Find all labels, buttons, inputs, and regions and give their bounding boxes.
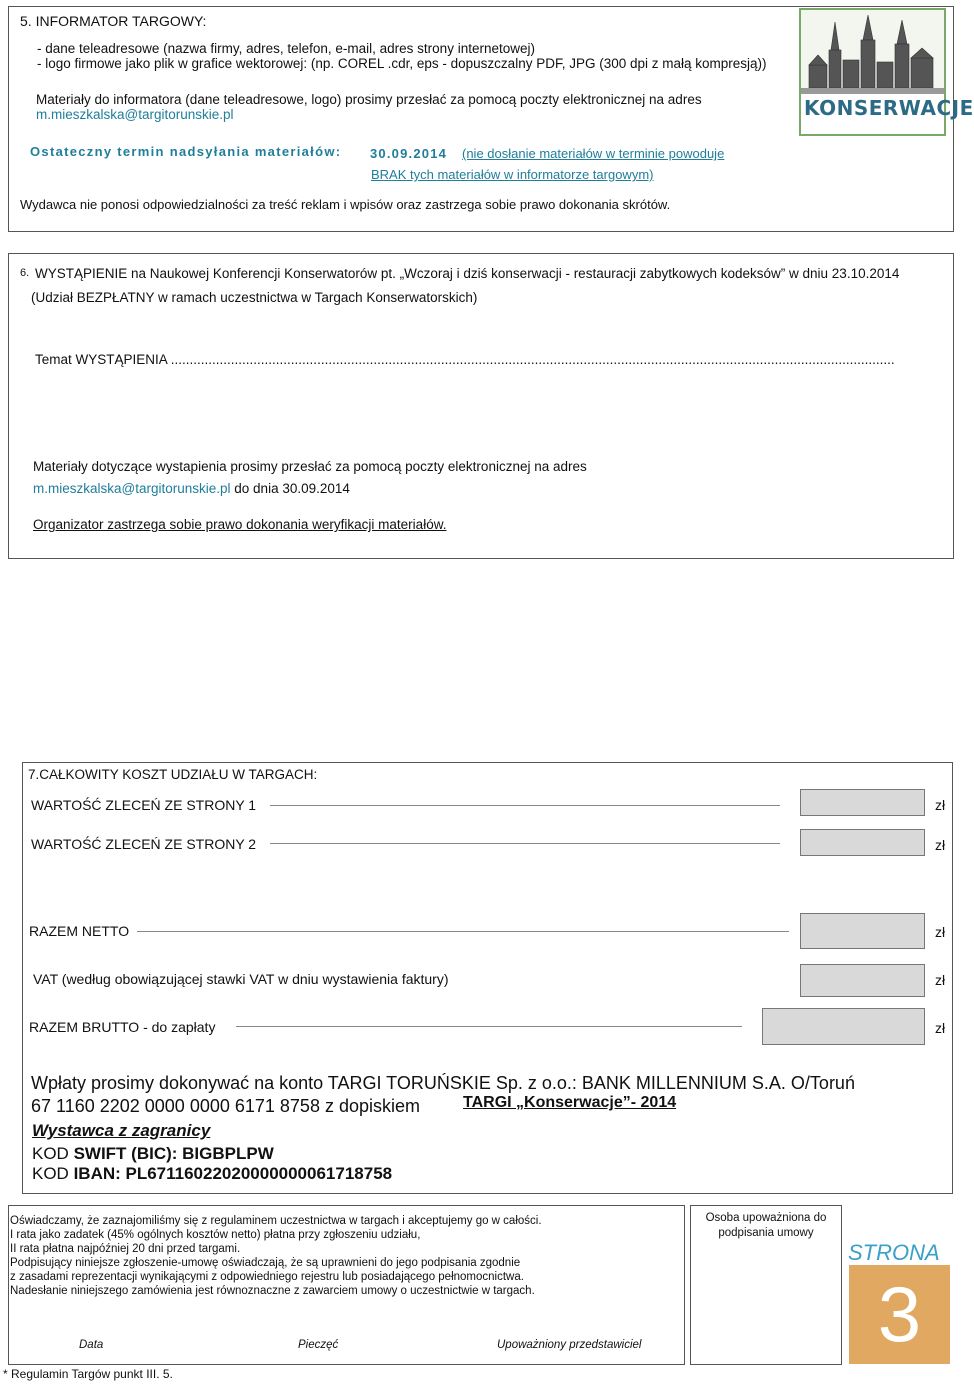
net-total-line [137, 931, 789, 932]
vat-currency: zł [935, 972, 946, 988]
net-total-label: RAZEM NETTO [29, 923, 130, 939]
declaration-line-5: z zasadami reprezentacji wynikającymi z odpowiedniego rejestru lub posiadającego pełnomocnictwa. [10, 1271, 524, 1283]
declaration-line-6: Nadesłanie niniejszego zamówienia jest równoznaczne z zawarciem umowy o uczestnictwie w targach. [10, 1285, 535, 1297]
gross-total-label: RAZEM BRUTTO - do zapłaty [29, 1019, 216, 1035]
payment-account-line-2: 67 1160 2202 0000 0000 6171 8758 z dopiskiem [31, 1096, 420, 1116]
section-6-title: WYSTĄPIENIE na Naukowej Konferencji Konserwatorów pt. „Wczoraj i dziś konserwacji - restauracji zabytkowych kodeksów” w dniu 23.10.2014 [35, 266, 900, 281]
swift-prefix: KOD [32, 1144, 74, 1163]
section-7-title: 7.CAŁKOWITY KOSZT UDZIAŁU W TARGACH: [28, 767, 318, 782]
gross-total-currency: zł [935, 1020, 946, 1036]
section-6-free-note: (Udział BEZPŁATNY w ramach uczestnictwa w Targach Konserwatorskich) [31, 290, 478, 305]
vat-label: VAT (według obowiązującej stawki VAT w dniu wystawienia faktury) [33, 971, 449, 987]
page-label: STRONA [848, 1240, 940, 1265]
order-page-2-line [270, 843, 780, 844]
section-6-email-link[interactable]: m.mieszkalska@targitorunskie.pl [33, 481, 231, 496]
declaration-text [10, 1214, 542, 1298]
deadline-note-1: (nie dosłanie materiałów w terminie powoduje [462, 146, 725, 161]
section-5-title: 5. INFORMATOR TARGOWY: [20, 13, 207, 29]
presentation-topic-field[interactable]: Temat WYSTĄPIENIA ................................................................................................................................................................................................. [35, 352, 895, 367]
konserwacje-logo [799, 8, 974, 136]
swift-code [32, 1144, 274, 1164]
declaration-line-1: Oświadczamy, że zaznajomiliśmy się z regulaminem uczestnictwa w targach i akceptujemy go w całości. [10, 1215, 542, 1227]
order-page-1-currency: zł [935, 797, 946, 813]
deadline-date: 30.09.2014 [370, 146, 448, 161]
order-page-1-label: WARTOŚĆ ZLECEŃ ZE STRONY 1 [31, 797, 257, 813]
gross-total-field[interactable] [762, 1008, 925, 1045]
order-page-2-label: WARTOŚĆ ZLECEŃ ZE STRONY 2 [31, 836, 257, 852]
section-5-materials-text: Materiały do informatora (dane teleadresowe, logo) prosimy przesłać za pomocą poczty elektronicznej na adres [36, 92, 702, 107]
section-5-bullet-contact: - dane teleadresowe (nazwa firmy, adres, telefon, e-mail, adres strony internetowej) [37, 41, 535, 56]
order-page-1-line [270, 805, 780, 806]
declaration-line-4: Podpisujący niniejsze zgłoszenie-umowę oświadczają, że są uprawnieni do jego podpisania zgodnie [10, 1257, 521, 1269]
net-total-field[interactable] [800, 913, 925, 949]
section-5-bullet-logo: - logo firmowe jako plik w grafice wektorowej: (np. COREL .cdr, eps - dopuszczalny PDF, JPG (300 dpi z małą kompresją)) [37, 56, 767, 71]
logo-text: KONSERWACJE [804, 96, 974, 120]
section-5-email-link[interactable]: m.mieszkalska@targitorunskie.pl [36, 107, 234, 122]
swift-value: SWIFT (BIC): BIGBPLPW [73, 1144, 274, 1163]
section-6-materials-text: Materiały dotyczące wystapienia prosimy przesłać za pomocą poczty elektronicznej na adres [33, 459, 587, 474]
page-number: 3 [877, 1270, 922, 1358]
signature-date-label: Data [79, 1339, 104, 1351]
order-page-1-field[interactable] [800, 789, 925, 816]
payment-reference-tag: TARGI „Konserwacje”- 2014 [463, 1094, 677, 1111]
gross-total-line [236, 1026, 742, 1027]
payment-account-line-1: Wpłaty prosimy dokonywać na konto TARGI TORUŃSKIE Sp. z o.o.: BANK MILLENNIUM S.A. O/Toruń [31, 1073, 855, 1093]
publisher-disclaimer: Wydawca nie ponosi odpowiedzialności za treść reklam i wpisów oraz zastrzega sobie prawo dokonania skrótów. [20, 197, 671, 212]
order-page-2-field[interactable] [800, 829, 925, 856]
section-6-email-deadline: do dnia 30.09.2014 [230, 481, 350, 496]
declaration-line-2: I rata jako zadatek (45% ogólnych kosztów netto) płatna przy zgłoszeniu udziału, [10, 1229, 421, 1241]
vat-field[interactable] [800, 964, 925, 997]
iban-prefix: KOD [32, 1164, 74, 1183]
iban-code [32, 1164, 392, 1184]
page-number-badge [849, 1265, 950, 1364]
footnote: * Regulamin Targów punkt III. 5. [3, 1367, 173, 1381]
iban-value: IBAN: PL67116022020000000061718758 [73, 1164, 393, 1183]
net-total-currency: zł [935, 924, 946, 940]
signature-seal-label: Pieczęć [298, 1339, 339, 1351]
deadline-label: Ostateczny termin nadsyłania materiałów: [30, 144, 342, 159]
order-page-2-currency: zł [935, 837, 946, 853]
organizer-reservation: Organizator zastrzega sobie prawo dokonania weryfikacji materiałów. [33, 517, 447, 532]
section-6-email-line [33, 481, 350, 496]
signature-representative-label: Upoważniony przedstawiciel [497, 1339, 642, 1351]
foreign-exhibitor-heading: Wystawca z zagranicy [32, 1121, 211, 1140]
deadline-note-2: BRAK tych materiałów w informatorze targowym) [371, 167, 654, 182]
declaration-line-3: II rata płatna najpóźniej 20 dni przed targami. [10, 1243, 241, 1255]
authorized-person-label: Osoba upoważniona do podpisania umowy [705, 1212, 827, 1239]
section-6-number: 6. [20, 267, 30, 279]
